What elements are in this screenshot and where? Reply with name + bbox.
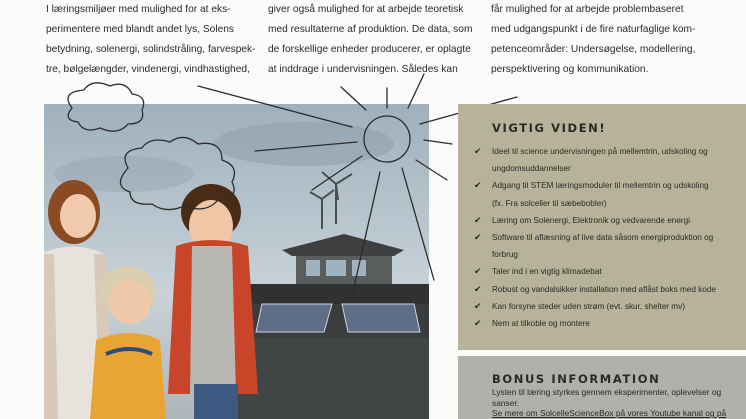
check-icon: ✔ [474, 232, 482, 243]
check-icon: ✔ [474, 318, 482, 329]
check-icon: ✔ [474, 266, 482, 277]
check-icon: ✔ [474, 146, 482, 156]
text-line: at inddrage i undervisningen. Således kan [268, 64, 458, 75]
text-line: giver også mulighed for at arbejde teoretisk [268, 4, 464, 15]
list-item: ✔ Nem at tilkoble og montere [472, 315, 716, 332]
check-icon: ✔ [474, 300, 482, 311]
youtube-link[interactable]: Se mere om SolcelleScienceBox på vores Youtube kanal og på [492, 408, 727, 418]
vigtig-viden-title: VIGTIG VIDEN! [492, 121, 607, 135]
text-line: med resultaterne af produktion. De data, som [268, 24, 473, 35]
text-line: I læringsmiljøer med mulighed for at eks- [46, 4, 231, 15]
list-item: ✔ Robust og vandalsikker installation med aflåst boks med kode [472, 281, 716, 298]
check-icon: ✔ [474, 180, 482, 191]
bonus-information-panel [458, 356, 746, 419]
text-line: med udgangspunkt i de fire naturfaglige kom- [491, 24, 696, 35]
bonus-information-title: BONUS INFORMATION [492, 372, 661, 386]
list-item: ✔ Ideel til science undervisningen på mellemtrin, udskoling og ungdomsuddannelser [472, 143, 716, 177]
list-item: ✔ Software til aflæsning af live data såsom energiproduktion og forbrug [472, 229, 716, 263]
text-line: perimentere med blandt andet lys, Solens [46, 24, 235, 35]
list-item: ✔ Læring om Solenergi, Elektronik og vedvarende energi [472, 212, 716, 229]
bonus-text [492, 387, 742, 419]
list-item: ✔ Kan forsyne steder uden strøm (evt. skur, shelter mv) [472, 298, 716, 315]
check-icon: ✔ [474, 214, 482, 225]
text-line: perspektivering og kommunikation. [491, 64, 649, 75]
text-line: tre, bølgelængder, vindenergi, vindhastighed, [46, 64, 250, 75]
cloud-icon [68, 83, 144, 131]
check-icon: ✔ [474, 283, 482, 294]
list-item: ✔ Adgang til STEM læringsmoduler til mellemtrin og udskoling (fx. Fra solceller til sæbebobler) [472, 177, 716, 211]
text-line: får mulighed for at arbejde problembaseret [491, 4, 684, 15]
vigtig-viden-list [472, 143, 716, 332]
text-line: sanser. [492, 397, 520, 408]
text-line: petenceområder: Undersøgelse, modellering, [491, 44, 696, 55]
list-item: ✔ Taler ind i en vigtig klimadebat [472, 263, 716, 280]
cloud-icon [120, 137, 234, 209]
vigtig-viden-panel [458, 104, 746, 350]
text-line: Lysten til læring styrkes gennem eksperimenter, oplevelser og [492, 387, 722, 397]
text-line: de forskellige enheder producerer, er oplagte [268, 44, 471, 55]
sun-icon [364, 116, 410, 162]
text-line: betydning, solenergi, solindstråling, farvespek- [46, 44, 256, 55]
